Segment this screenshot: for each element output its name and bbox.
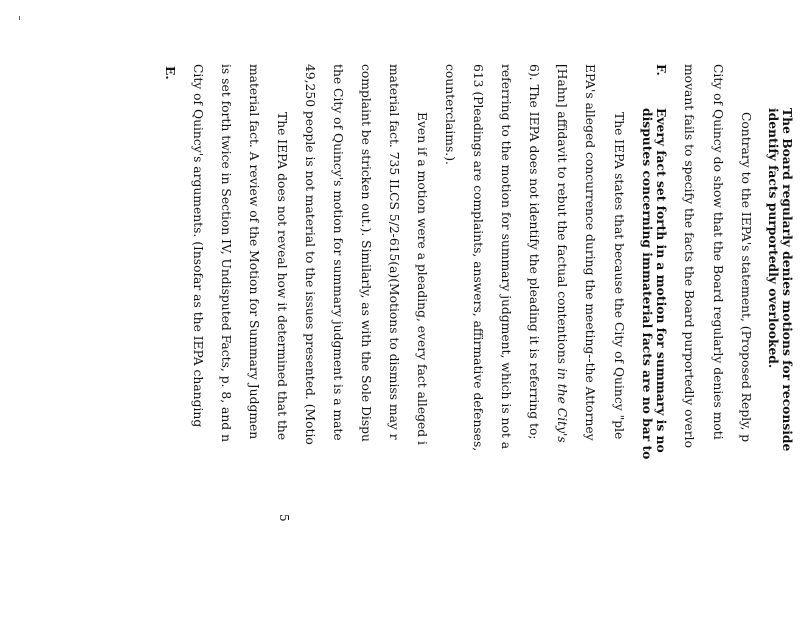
para-g-line-3: complaint be stricken out.). Similarly, as with the Sole Dispu xyxy=(359,64,373,442)
para-d-line-2: City of Quincy do show that the Board regularly denies moti xyxy=(711,64,725,440)
para-f-line-2: EPA's alleged concurrence during the meeting--the Attorney xyxy=(583,64,597,441)
para-h-line-1: The IEPA does not reveal how it determined that the xyxy=(275,112,289,441)
para-f-line-6: 613 (Pleadings are complaints, answers, affirmative defenses, xyxy=(471,64,485,452)
heading-f-line-2: disputes concerning immaterial facts are no bar to xyxy=(640,108,655,460)
para-f-line-5: referring to the motion for summary judgment, which is not a xyxy=(499,64,513,450)
heading-f-marker: F. xyxy=(654,64,669,76)
para-h-line-3: is set forth twice in Section IV, Undisputed Facts, p. 8, and n xyxy=(219,64,233,442)
para-d-line-1: Contrary to the IEPA's statement, (Proposed Reply, p xyxy=(739,112,753,443)
heading-d-line-2: identify facts purportedly overlooked. xyxy=(766,108,781,369)
para-f-line-7: counterclaims.). xyxy=(443,64,457,165)
para-h-line-2: material fact. A review of the Motion for Summary Judgmen xyxy=(247,64,261,440)
para-f-line-3: [Hahn] affidavit to rebut the factual contentions in the City's xyxy=(555,64,569,443)
page-number: 5 xyxy=(277,514,291,522)
para-f-line-1: The IEPA states that because the City of Quincy "ple xyxy=(612,112,626,440)
para-g-line-2: material fact. 735 ILCS 5/2-615(a)(Motions to dismiss may r xyxy=(387,64,401,440)
heading-d-line-1: The Board regularly denies motions for reconside xyxy=(780,108,795,452)
scan-speck xyxy=(19,16,20,20)
heading-f-line-1: Every fact set forth in a motion for summary is no xyxy=(654,108,669,453)
para-f-line-4: 6). The IEPA does not identify the pleading it is referring to; xyxy=(527,64,541,440)
para-g-line-4: the City of Quincy's motion for summary judgment is a mate xyxy=(331,64,345,441)
para-g-line-1: Even if a motion were a pleading, every fact alleged i xyxy=(415,112,429,445)
para-h-line-4: City of Quincy's arguments. (Insofar as the IEPA changing xyxy=(191,64,205,428)
para-g-line-5: 49,250 people is not material to the issues presented. (Motio xyxy=(303,64,317,445)
heading-e-marker: E. xyxy=(163,66,178,80)
para-d-line-3: movant fails to specify the facts the Board purportedly overlo xyxy=(682,64,696,449)
